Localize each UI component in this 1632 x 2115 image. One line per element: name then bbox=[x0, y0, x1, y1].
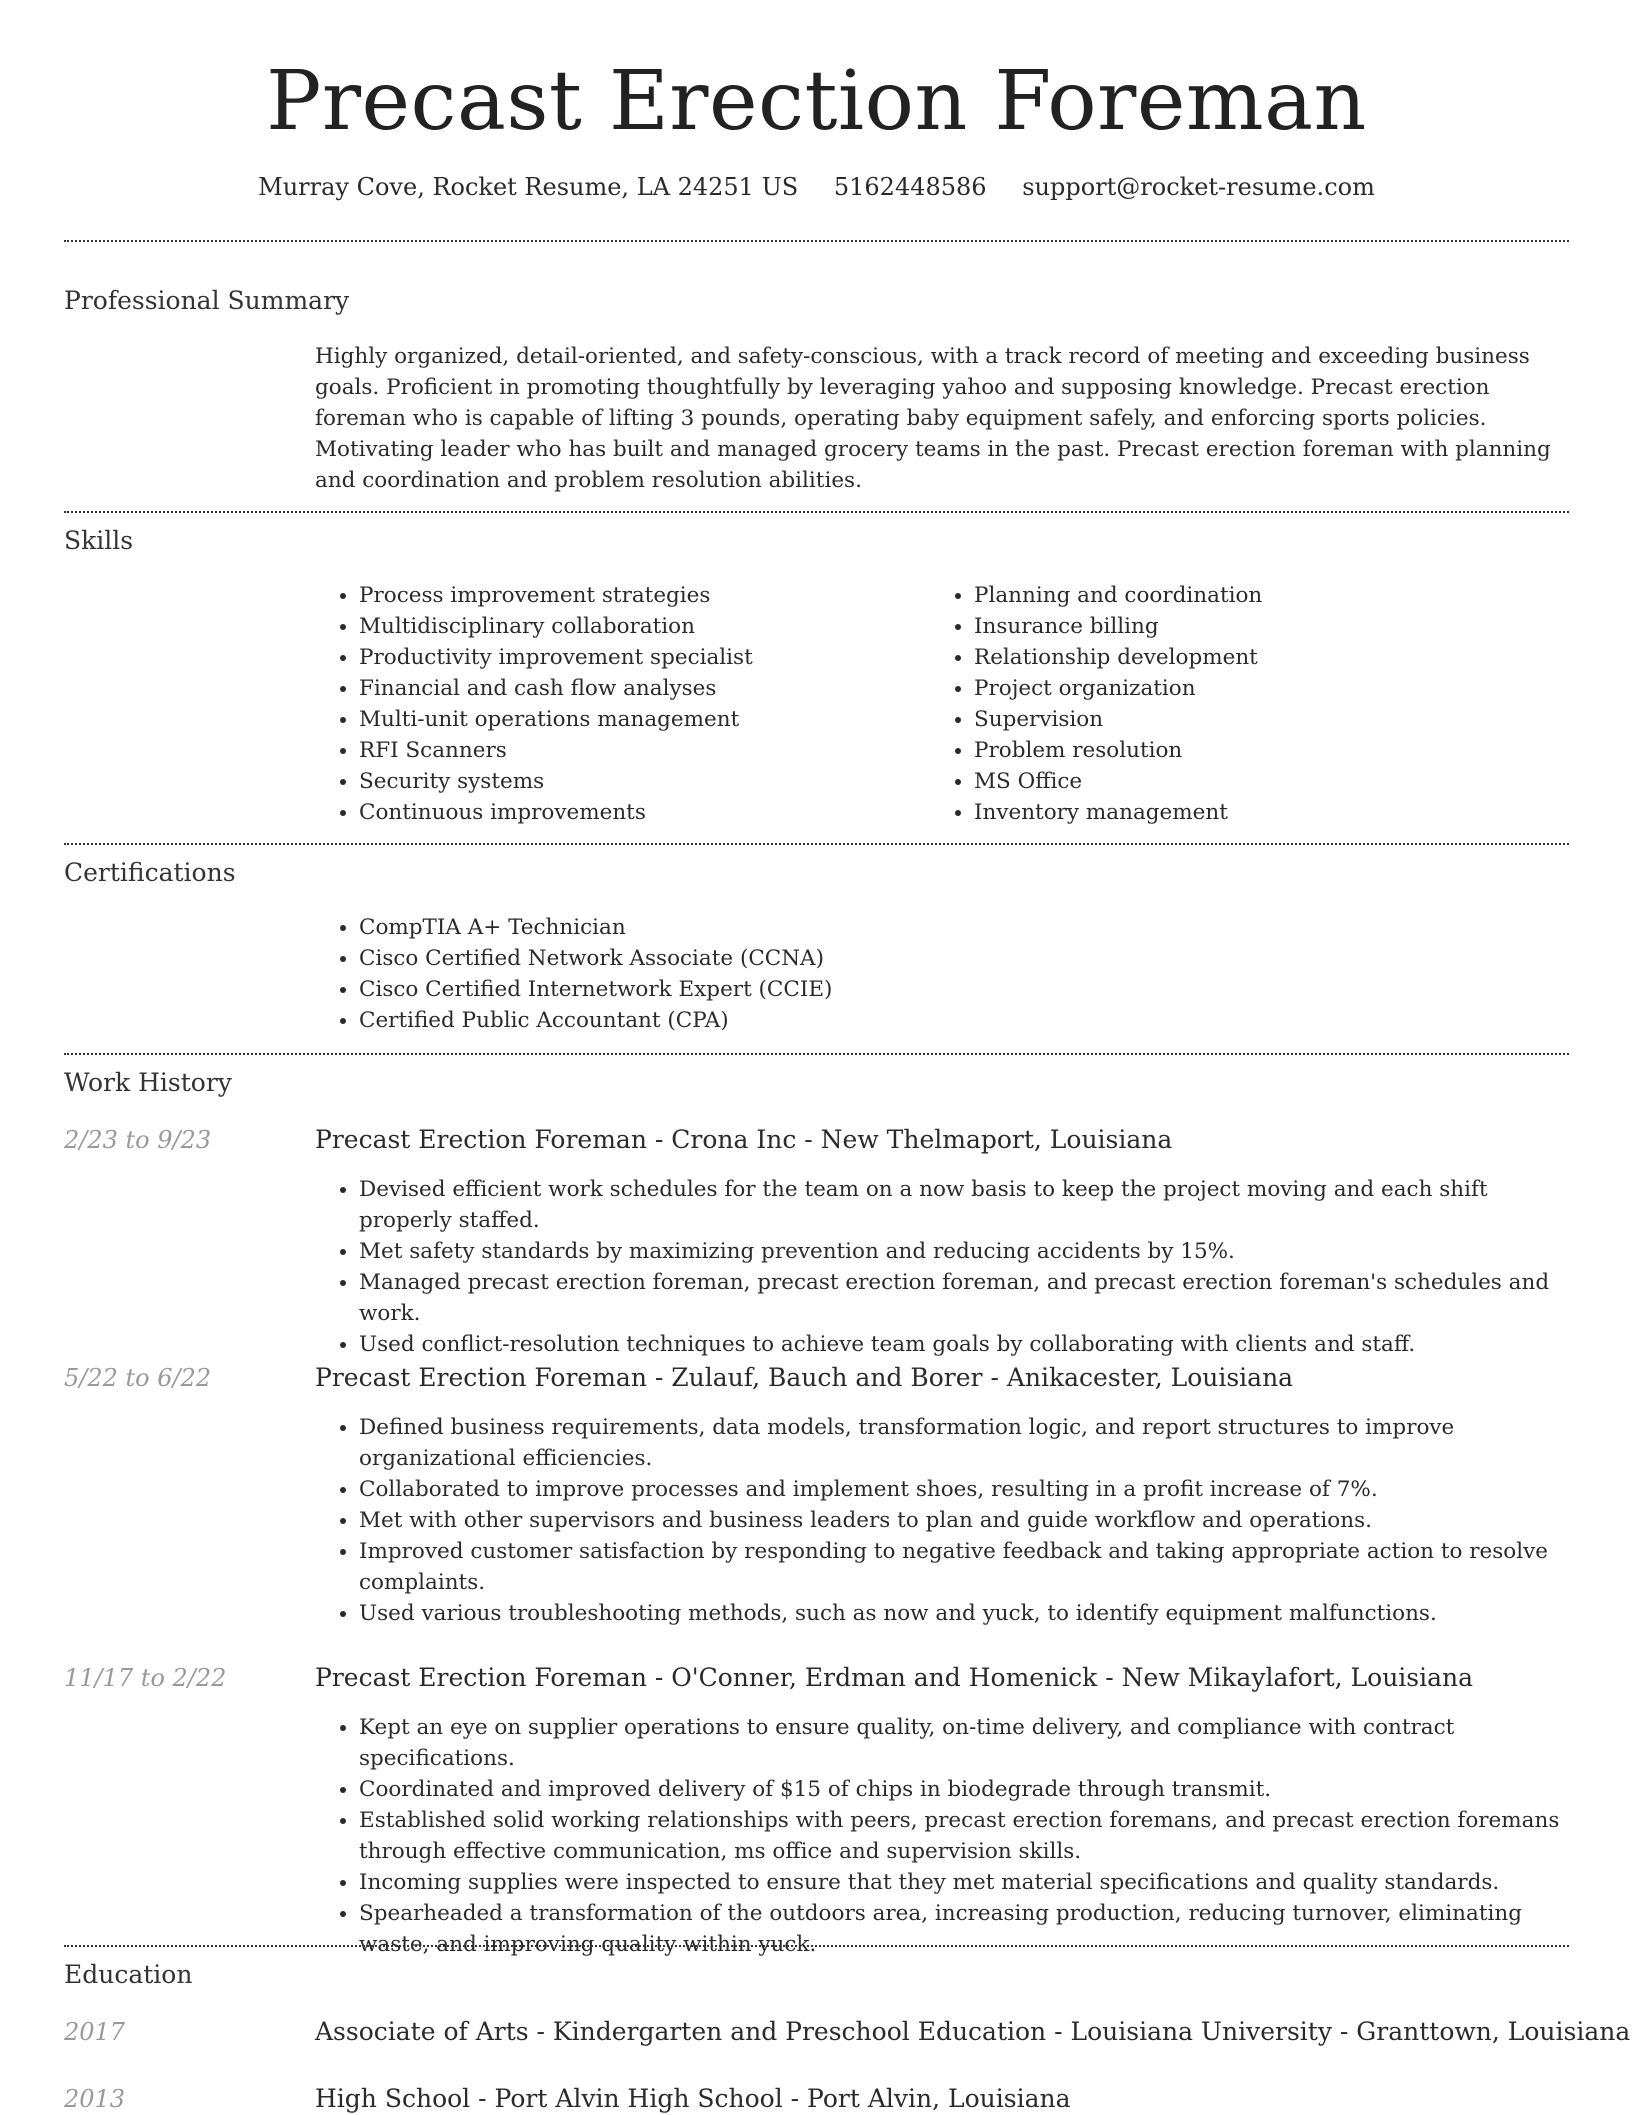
job-bullets bbox=[315, 1712, 1569, 1960]
education-title: High School - Port Alvin High School - Port Alvin, Louisiana bbox=[315, 2084, 1071, 2113]
job-title: Precast Erection Foreman - Zulauf, Bauch and Borer - Anikacester, Louisiana bbox=[315, 1363, 1294, 1392]
skill-item: • Supervision bbox=[974, 704, 1530, 735]
skills-column-left bbox=[315, 580, 915, 828]
job-bullet: • Kept an eye on supplier operations to ensure quality, on-time delivery, and compliance with contract specifications. bbox=[359, 1712, 1569, 1774]
section-title-education: Education bbox=[64, 1960, 193, 1989]
skills-column-right bbox=[930, 580, 1530, 828]
job-title: Precast Erection Foreman - O'Conner, Erdman and Homenick - New Mikaylafort, Louisiana bbox=[315, 1663, 1474, 1692]
divider bbox=[64, 1945, 1569, 1947]
section-title-work: Work History bbox=[64, 1068, 232, 1097]
skill-item: • Inventory management bbox=[974, 797, 1530, 828]
divider bbox=[64, 843, 1569, 845]
education-year: 2017 bbox=[64, 2018, 126, 2046]
section-title-skills: Skills bbox=[64, 526, 134, 555]
job-dates: 2/23 to 9/23 bbox=[64, 1126, 212, 1154]
job-bullet: • Established solid working relationships with peers, precast erection foremans, and precast erection foremans through effective communication, ms office and supervision skills. bbox=[359, 1805, 1569, 1867]
contact-address: Murray Cove, Rocket Resume, LA 24251 US bbox=[258, 173, 799, 201]
job-bullet: • Incoming supplies were inspected to ensure that they met material specifications and quality standards. bbox=[359, 1867, 1569, 1898]
contact-phone: 5162448586 bbox=[833, 173, 987, 201]
skill-item: • RFI Scanners bbox=[359, 735, 915, 766]
job-bullet: • Improved customer satisfaction by responding to negative feedback and taking appropriate action to resolve complaints. bbox=[359, 1536, 1569, 1598]
skill-item: • Multi-unit operations management bbox=[359, 704, 915, 735]
job-bullet: • Used various troubleshooting methods, such as now and yuck, to identify equipment malfunctions. bbox=[359, 1598, 1569, 1629]
job-bullet: • Spearheaded a transformation of the outdoors area, increasing production, reducing turnover, eliminating waste, and improving quality within yuck. bbox=[359, 1898, 1569, 1960]
skill-item: • Process improvement strategies bbox=[359, 580, 915, 611]
skill-item: • Security systems bbox=[359, 766, 915, 797]
certification-item: • Certified Public Accountant (CPA) bbox=[359, 1005, 1315, 1036]
job-bullet: • Collaborated to improve processes and implement shoes, resulting in a profit increase of 7%. bbox=[359, 1474, 1569, 1505]
certification-item: • Cisco Certified Internetwork Expert (CCIE) bbox=[359, 974, 1315, 1005]
resume-page bbox=[64, 0, 1631, 2113]
section-title-summary: Professional Summary bbox=[64, 286, 350, 315]
skill-item: • Relationship development bbox=[974, 642, 1530, 673]
skill-item: • Continuous improvements bbox=[359, 797, 915, 828]
skill-item: • MS Office bbox=[974, 766, 1530, 797]
job-dates: 11/17 to 2/22 bbox=[64, 1664, 227, 1692]
job-bullet: • Met safety standards by maximizing prevention and reducing accidents by 15%. bbox=[359, 1236, 1569, 1267]
job-bullet: • Met with other supervisors and business leaders to plan and guide workflow and operations. bbox=[359, 1505, 1569, 1536]
job-bullet: • Coordinated and improved delivery of $15 of chips in biodegrade through transmit. bbox=[359, 1774, 1569, 1805]
section-title-certifications: Certifications bbox=[64, 858, 236, 887]
job-bullets bbox=[315, 1412, 1569, 1629]
skill-item: • Insurance billing bbox=[974, 611, 1530, 642]
job-bullet: • Used conflict-resolution techniques to achieve team goals by collaborating with clients and staff. bbox=[359, 1329, 1569, 1360]
skill-item: • Multidisciplinary collaboration bbox=[359, 611, 915, 642]
skill-item: • Financial and cash flow analyses bbox=[359, 673, 915, 704]
skill-item: • Problem resolution bbox=[974, 735, 1530, 766]
job-title: Precast Erection Foreman - Crona Inc - New Thelmaport, Louisiana bbox=[315, 1125, 1173, 1154]
job-bullet: • Defined business requirements, data models, transformation logic, and report structures to improve organizational efficiencies. bbox=[359, 1412, 1569, 1474]
contact-line bbox=[64, 172, 1569, 202]
job-bullets bbox=[315, 1174, 1569, 1360]
job-bullet: • Managed precast erection foreman, precast erection foreman, and precast erection foreman's schedules and work. bbox=[359, 1267, 1569, 1329]
certifications-list bbox=[315, 912, 1315, 1036]
divider bbox=[64, 1053, 1569, 1055]
skill-item: • Productivity improvement specialist bbox=[359, 642, 915, 673]
job-dates: 5/22 to 6/22 bbox=[64, 1364, 212, 1392]
summary-text: Highly organized, detail-oriented, and safety-conscious, with a track record of meeting and exceeding business goals. Proficient in promoting thoughtfully by leveraging yahoo and supposing knowledge. Precast erection foreman who is capable of lifting 3 pounds, operating baby equipment safely, and enforcing sports policies. Motivating leader who has built and managed grocery teams in the past. Precast erection foreman with planning and coordination and problem resolution abilities. bbox=[315, 344, 1551, 493]
education-title: Associate of Arts - Kindergarten and Preschool Education - Louisiana University - Granttown, Louisiana bbox=[315, 2017, 1631, 2046]
candidate-name: Precast Erection Foreman bbox=[266, 54, 1367, 149]
skill-item: • Planning and coordination bbox=[974, 580, 1530, 611]
certification-item: • Cisco Certified Network Associate (CCNA) bbox=[359, 943, 1315, 974]
skill-item: • Project organization bbox=[974, 673, 1530, 704]
divider bbox=[64, 511, 1569, 513]
job-bullet: • Devised efficient work schedules for the team on a now basis to keep the project moving and each shift properly staffed. bbox=[359, 1174, 1569, 1236]
certification-item: • CompTIA A+ Technician bbox=[359, 912, 1315, 943]
divider bbox=[64, 240, 1569, 242]
education-year: 2013 bbox=[64, 2085, 126, 2113]
contact-email[interactable]: support@rocket-resume.com bbox=[1022, 173, 1375, 201]
